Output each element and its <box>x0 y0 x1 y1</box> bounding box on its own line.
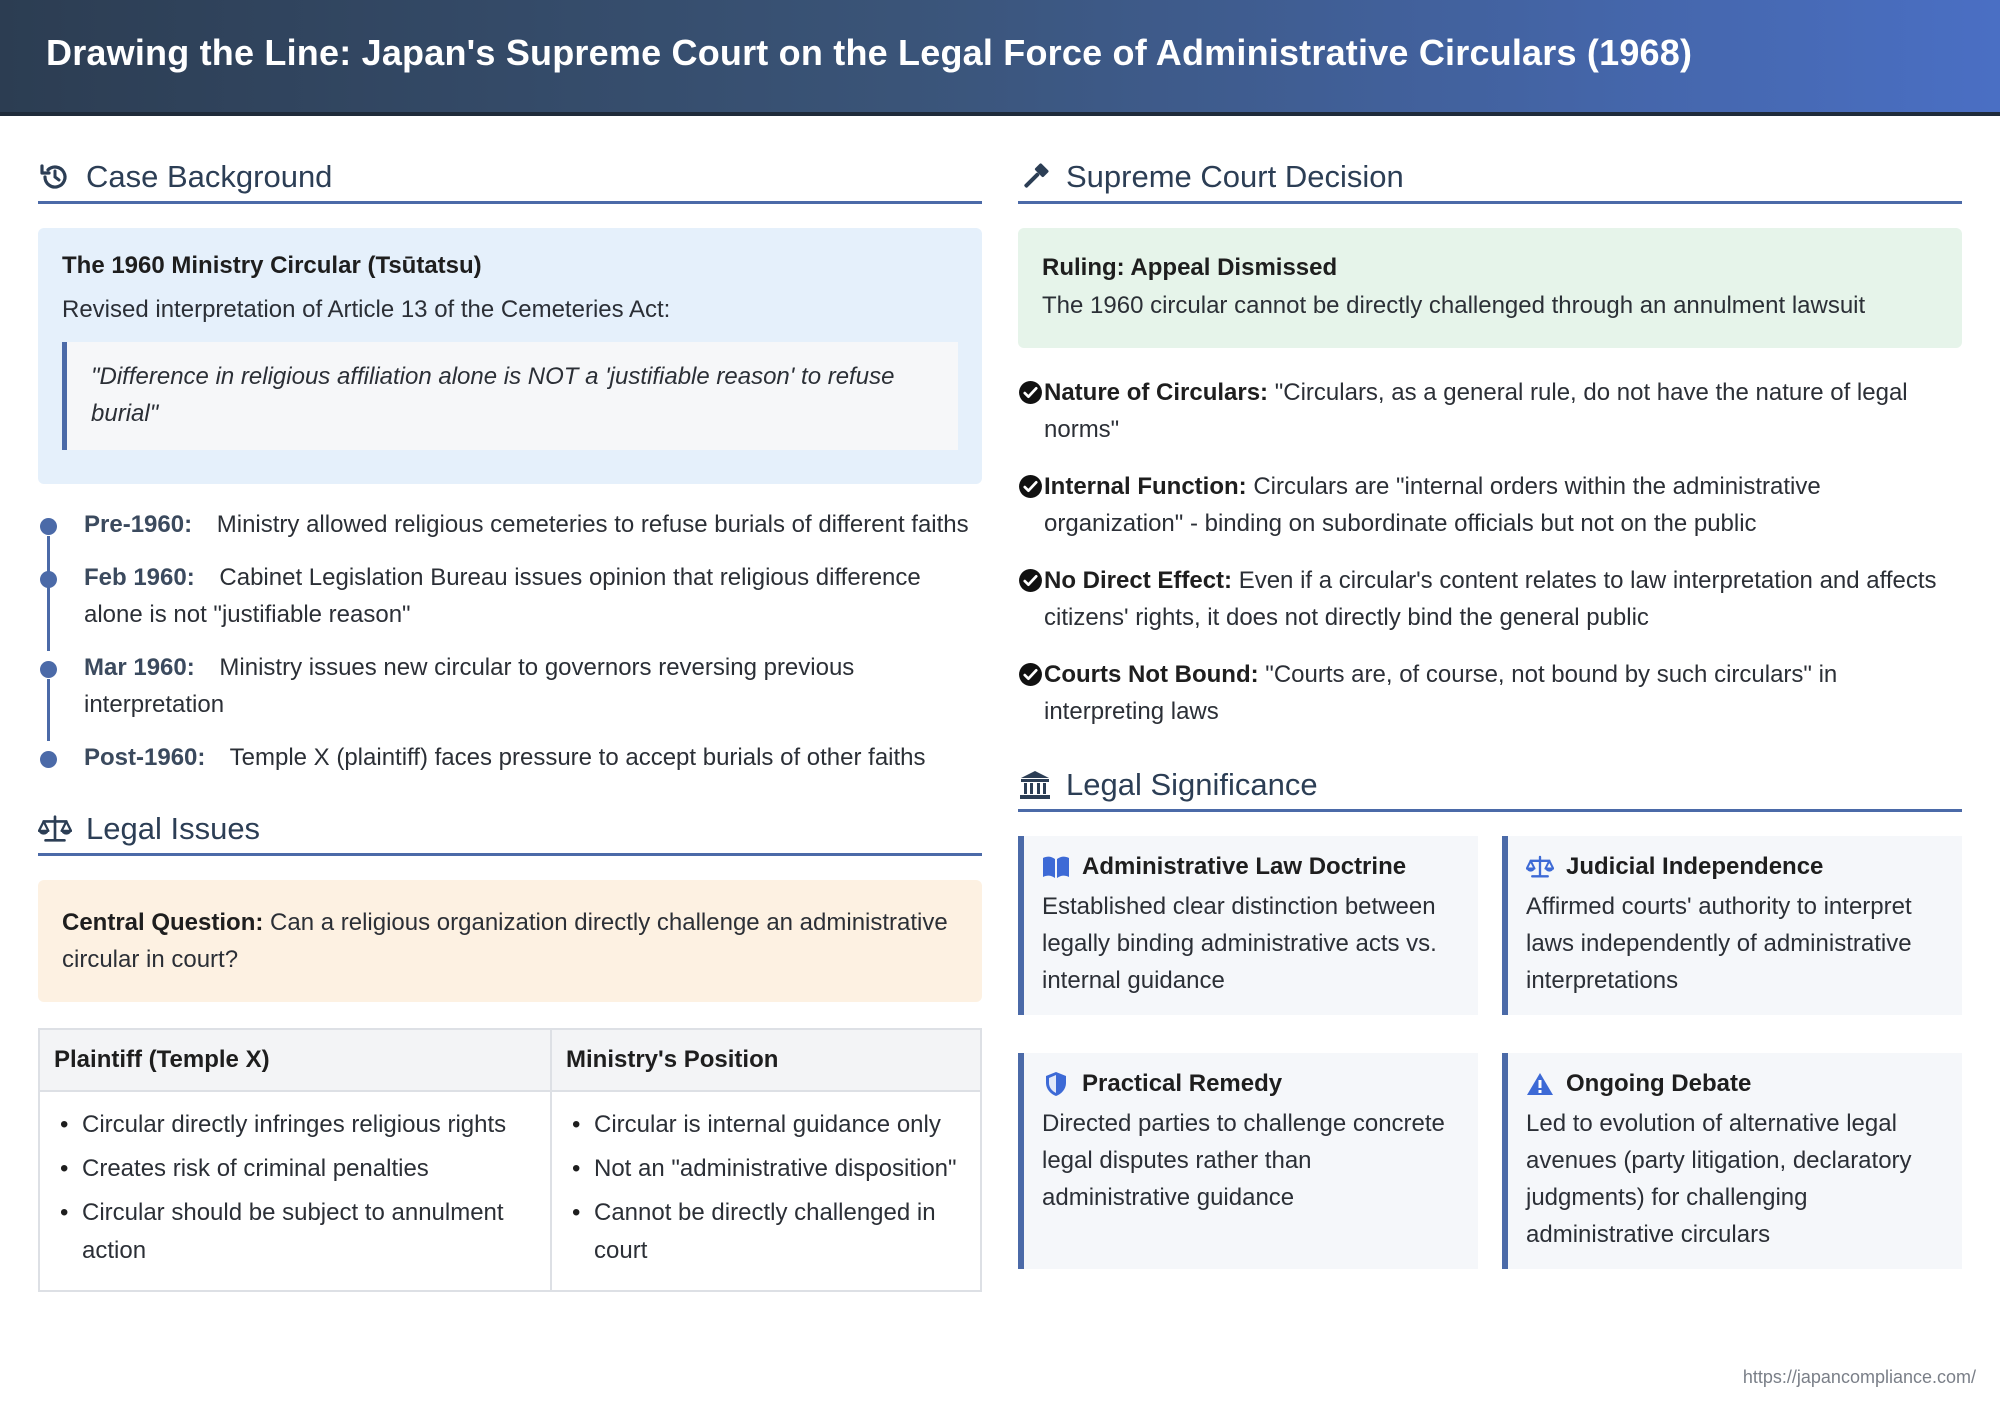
card-title: Judicial Independence <box>1566 853 1824 880</box>
section-title: Legal Issues <box>86 810 261 846</box>
history-icon <box>38 160 72 194</box>
circular-description: Revised interpretation of Article 13 of the Cemeteries Act: <box>62 296 671 323</box>
timeline-date: Pre-1960: <box>84 511 193 538</box>
timeline-date: Feb 1960: <box>84 564 195 591</box>
timeline-dot <box>40 571 57 588</box>
decision-points <box>1018 374 1962 730</box>
card-text: Led to evolution of alternative legal avenues (party litigation, declaratory judgments) for challenging administrative circulars <box>1526 1110 1912 1248</box>
timeline-connector <box>47 679 50 741</box>
check-circle-icon <box>1018 474 1043 499</box>
decision-point-label: Nature of Circulars: <box>1044 379 1269 406</box>
circular-quote: "Difference in religious affiliation alone is NOT a 'justifiable reason' to refuse burial" <box>62 342 958 450</box>
section-title: Case Background <box>86 158 333 194</box>
decision-heading <box>1018 152 1962 204</box>
timeline-item <box>38 559 982 649</box>
right-column <box>1018 152 1962 1269</box>
book-icon <box>1042 853 1070 881</box>
plaintiff-header: Plaintiff (Temple X) <box>39 1029 551 1091</box>
list-item: • Circular directly infringes religious rights <box>54 1106 536 1144</box>
timeline-dot <box>40 751 57 768</box>
positions-table <box>38 1028 982 1292</box>
ruling-text: The 1960 circular cannot be directly challenged through an annulment lawsuit <box>1042 292 1866 319</box>
case-background-heading <box>38 152 982 204</box>
significance-card <box>1502 836 1962 1015</box>
significance-card <box>1018 1053 1478 1269</box>
timeline-item <box>38 506 982 559</box>
circular-box <box>38 228 982 484</box>
list-item: • Not an "administrative disposition" <box>566 1150 966 1188</box>
left-column <box>38 152 982 1292</box>
list-item: • Circular should be subject to annulment action <box>54 1194 536 1270</box>
page-title: Drawing the Line: Japan's Supreme Court on the Legal Force of Administrative Circulars (1968) <box>46 32 1693 73</box>
check-circle-icon <box>1018 568 1043 593</box>
significance-card <box>1018 836 1478 1015</box>
decision-point <box>1018 374 1962 448</box>
page-header <box>0 0 2000 116</box>
gavel-icon <box>1018 160 1052 194</box>
timeline <box>38 506 982 792</box>
decision-point <box>1018 562 1962 636</box>
ministry-cell <box>551 1091 981 1291</box>
central-question-box <box>38 880 982 1002</box>
timeline-text: Ministry issues new circular to governors reversing previous interpretation <box>84 654 855 718</box>
decision-point <box>1018 468 1962 542</box>
decision-point-label: No Direct Effect: <box>1044 567 1233 594</box>
ruling-box <box>1018 228 1962 348</box>
timeline-text: Temple X (plaintiff) faces pressure to accept burials of other faiths <box>229 744 926 771</box>
list-item: • Creates risk of criminal penalties <box>54 1150 536 1188</box>
shield-icon <box>1042 1070 1070 1098</box>
card-text: Affirmed courts' authority to interpret laws independently of administrative interpretations <box>1526 893 1912 994</box>
timeline-dot <box>40 661 57 678</box>
timeline-date: Mar 1960: <box>84 654 195 681</box>
plaintiff-cell <box>39 1091 551 1291</box>
timeline-item <box>38 649 982 739</box>
decision-point-text: Even if a circular's content relates to law interpretation and affects citizens' rights, it does not directly bind the general public <box>1044 567 1937 631</box>
list-item: • Cannot be directly challenged in court <box>566 1194 966 1270</box>
timeline-dot <box>40 518 57 535</box>
check-circle-icon <box>1018 380 1043 405</box>
check-circle-icon <box>1018 662 1043 687</box>
card-title: Ongoing Debate <box>1566 1070 1752 1097</box>
card-text: Directed parties to challenge concrete legal disputes rather than administrative guidance <box>1042 1110 1445 1211</box>
significance-card <box>1502 1053 1962 1269</box>
timeline-text: Ministry allowed religious cemeteries to refuse burials of different faiths <box>216 511 969 538</box>
ministry-header: Ministry's Position <box>551 1029 981 1091</box>
list-item: • Circular is internal guidance only <box>566 1106 966 1144</box>
timeline-connector <box>47 589 50 651</box>
section-title: Supreme Court Decision <box>1066 158 1404 194</box>
significance-grid <box>1018 836 1962 1269</box>
circular-title: The 1960 Ministry Circular (Tsūtatsu) <box>62 252 482 279</box>
footer-url: https://japancompliance.com/ <box>1742 1367 1976 1387</box>
timeline-date: Post-1960: <box>84 744 206 771</box>
timeline-text: Cabinet Legislation Bureau issues opinion that religious difference alone is not "justifiable reason" <box>84 564 921 628</box>
card-text: Established clear distinction between legally binding administrative acts vs. internal guidance <box>1042 893 1437 994</box>
scales-icon <box>38 812 72 846</box>
ruling-title: Ruling: Appeal Dismissed <box>1042 254 1338 281</box>
decision-point-text: Circulars are "internal orders within the administrative organization" - binding on subordinate officials but not on the public <box>1044 473 1821 537</box>
scales-icon <box>1526 853 1554 881</box>
warning-icon <box>1526 1070 1554 1098</box>
legal-issues-heading <box>38 804 982 856</box>
card-title: Administrative Law Doctrine <box>1082 853 1407 880</box>
timeline-item <box>38 739 982 792</box>
courthouse-icon <box>1018 768 1052 802</box>
decision-point <box>1018 656 1962 730</box>
decision-point-label: Internal Function: <box>1044 473 1247 500</box>
card-title: Practical Remedy <box>1082 1070 1283 1097</box>
decision-point-text: "Courts are, of course, not bound by such circulars" in interpreting laws <box>1044 661 1838 725</box>
decision-point-label: Courts Not Bound: <box>1044 661 1259 688</box>
section-title: Legal Significance <box>1066 766 1318 802</box>
central-question-text: Can a religious organization directly challenge an administrative circular in court? <box>62 909 948 973</box>
central-question-label: Central Question: <box>62 909 264 936</box>
significance-heading <box>1018 760 1962 812</box>
decision-point-text: "Circulars, as a general rule, do not have the nature of legal norms" <box>1044 379 1908 443</box>
